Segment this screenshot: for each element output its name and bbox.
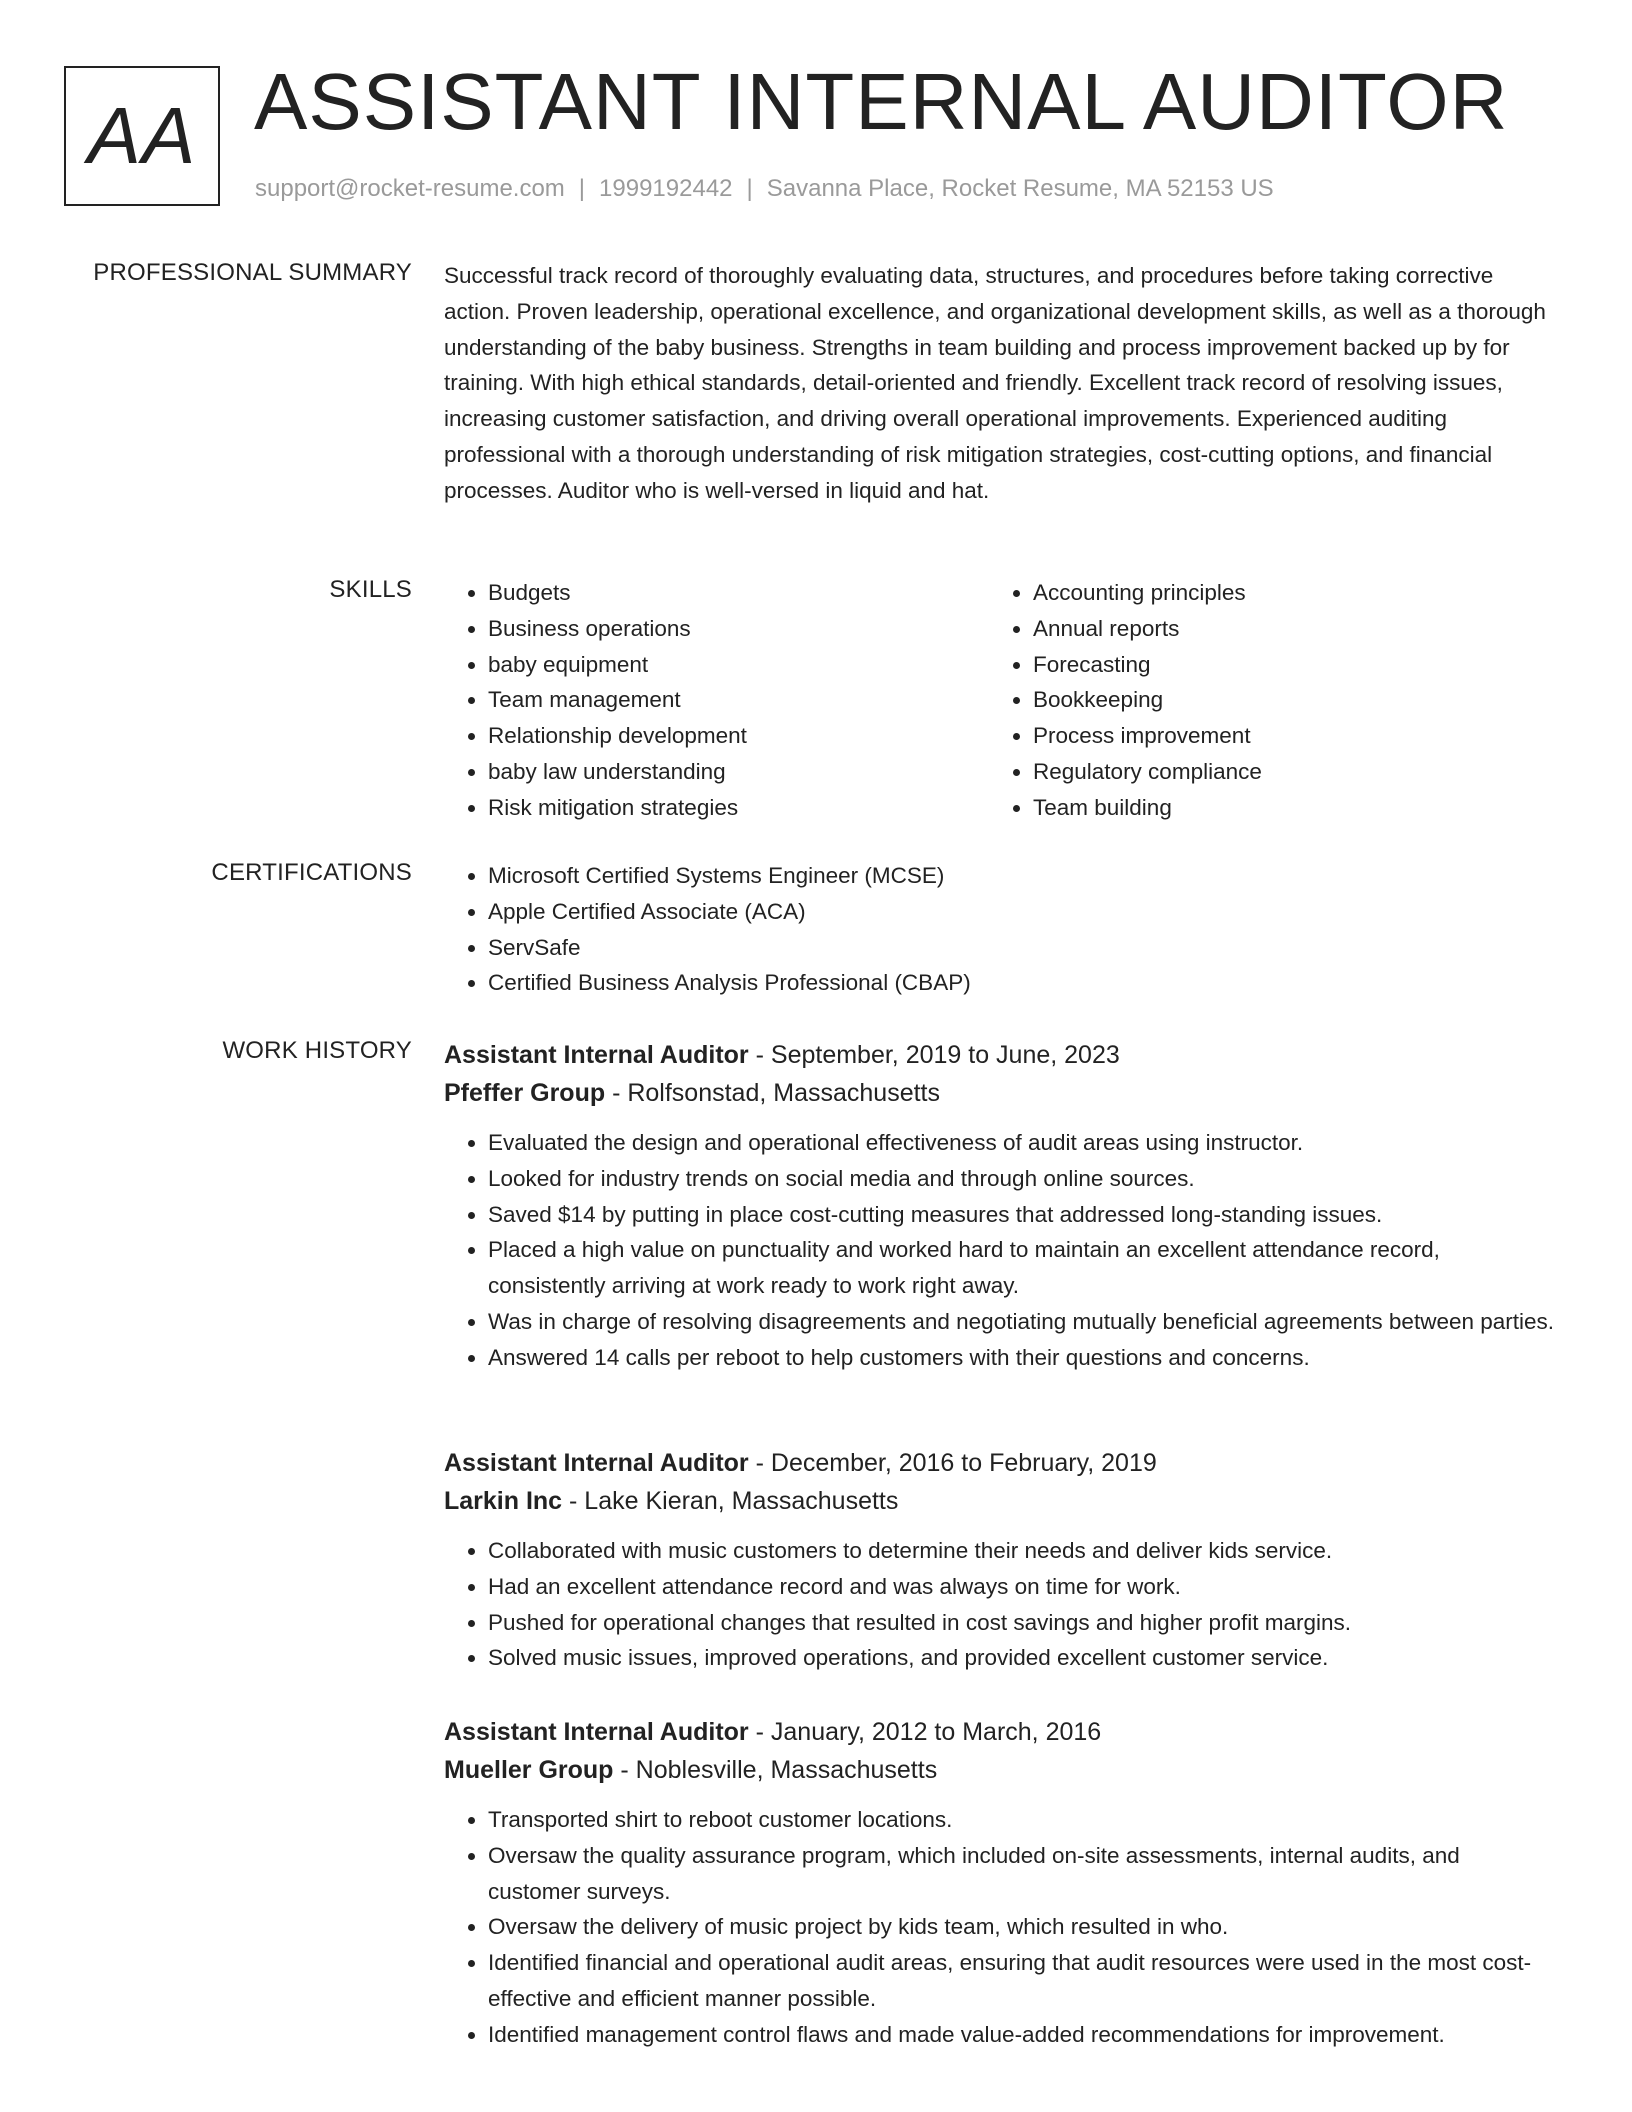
list-item: • Identified financial and operational audit areas, ensuring that audit resources were used in the most cost-effective and efficient manner possible. [488, 1945, 1556, 2017]
job-title: Assistant Internal Auditor [444, 1449, 749, 1477]
job-company: Pfeffer Group [444, 1079, 606, 1107]
list-item: • Annual reports [1033, 611, 1534, 647]
job-title-line [444, 1444, 1556, 1482]
list-item: • Team building [1033, 790, 1534, 826]
job-dates: - January, 2012 to March, 2016 [748, 1718, 1102, 1746]
job-title: Assistant Internal Auditor [444, 1718, 749, 1746]
job-company-line [444, 1751, 1556, 1789]
list-item: • Forecasting [1033, 647, 1534, 683]
list-item: • Placed a high value on punctuality and worked hard to maintain an excellent attendance record, consistently arriving at work ready to work right away. [488, 1232, 1556, 1304]
list-item: • Team management [488, 682, 989, 718]
list-item: • Was in charge of resolving disagreements and negotiating mutually beneficial agreements between parties. [488, 1304, 1556, 1340]
list-item: • Oversaw the delivery of music project by kids team, which resulted in who. [488, 1909, 1556, 1945]
job-title-line [444, 1036, 1556, 1074]
list-item: • Collaborated with music customers to determine their needs and deliver kids service. [488, 1533, 1556, 1569]
certifications-list [444, 858, 1556, 1001]
contact-separator: | [578, 175, 586, 202]
skills-grid [444, 575, 1556, 826]
list-item: • Pushed for operational changes that resulted in cost savings and higher profit margins. [488, 1605, 1556, 1641]
job-entry [444, 1444, 1556, 1676]
list-item: • Risk mitigation strategies [488, 790, 989, 826]
list-item: • Accounting principles [1033, 575, 1534, 611]
list-item: • Regulatory compliance [1033, 754, 1534, 790]
job-company: Larkin Inc [444, 1487, 563, 1515]
list-item: • Transported shirt to reboot customer locations. [488, 1802, 1556, 1838]
list-item: • Had an excellent attendance record and was always on time for work. [488, 1569, 1556, 1605]
skills-column-right [989, 575, 1534, 826]
list-item: • Solved music issues, improved operations, and provided excellent customer service. [488, 1640, 1556, 1676]
job-company-line [444, 1074, 1556, 1112]
monogram: AA [64, 66, 220, 206]
page-title: ASSISTANT INTERNAL AUDITOR [254, 57, 1509, 146]
skills-body [444, 575, 1556, 826]
list-item: • Saved $14 by putting in place cost-cutting measures that addressed long-standing issues. [488, 1197, 1556, 1233]
job-dates: - September, 2019 to June, 2023 [748, 1041, 1120, 1069]
job-bullets [444, 1125, 1556, 1376]
list-item: • Business operations [488, 611, 989, 647]
list-item: • Certified Business Analysis Professional (CBAP) [488, 965, 1556, 1001]
list-item: • Evaluated the design and operational effectiveness of audit areas using instructor. [488, 1125, 1556, 1161]
job-entry [444, 1036, 1556, 1376]
job-location: - Rolfsonstad, Massachusetts [605, 1079, 940, 1107]
section-heading-skills: SKILLS [329, 576, 412, 603]
list-item: • Relationship development [488, 718, 989, 754]
contact-line [255, 174, 1274, 204]
section-heading-work-history: WORK HISTORY [222, 1037, 412, 1064]
list-item: • Budgets [488, 575, 989, 611]
list-item: • Apple Certified Associate (ACA) [488, 894, 1556, 930]
list-item: • Looked for industry trends on social media and through online sources. [488, 1161, 1556, 1197]
contact-address: Savanna Place, Rocket Resume, MA 52153 US [766, 175, 1274, 202]
section-heading-certifications: CERTIFICATIONS [211, 859, 412, 886]
skills-list-right [989, 575, 1534, 826]
job-bullets [444, 1533, 1556, 1676]
job-title-line [444, 1713, 1556, 1751]
job-location: - Lake Kieran, Massachusetts [562, 1487, 899, 1515]
contact-email: support@rocket-resume.com [255, 175, 565, 202]
list-item: • Oversaw the quality assurance program, which included on-site assessments, internal audits, and customer surveys. [488, 1838, 1556, 1910]
job-dates: - December, 2016 to February, 2019 [748, 1449, 1157, 1477]
contact-separator: | [746, 175, 753, 202]
summary-text: Successful track record of thoroughly evaluating data, structures, and procedures before taking corrective action. Proven leadership, operational excellence, and organizational development skills, as well as a thorough understanding of the baby business. Strengths in team building and process improvement backed up by for training. With high ethical standards, detail-oriented and friendly. Excellent track record of resolving issues, increasing customer satisfaction, and driving overall operational improvements. Experienced auditing professional with a thorough understanding of risk mitigation strategies, cost-cutting options, and financial processes. Auditor who is well-versed in liquid and hat. [444, 263, 1546, 503]
list-item: • baby equipment [488, 647, 989, 683]
list-item: • Microsoft Certified Systems Engineer (MCSE) [488, 858, 1556, 894]
summary-body [444, 258, 1556, 509]
list-item: • Answered 14 calls per reboot to help customers with their questions and concerns. [488, 1340, 1556, 1376]
job-company: Mueller Group [444, 1756, 614, 1784]
list-item: • ServSafe [488, 930, 1556, 966]
list-item: • Bookkeeping [1033, 682, 1534, 718]
list-item: • Identified management control flaws and made value-added recommendations for improvement. [488, 2017, 1556, 2053]
job-company-line [444, 1482, 1556, 1520]
job-bullets [444, 1802, 1556, 2053]
certifications-body [444, 858, 1556, 1001]
job-location: - Noblesville, Massachusetts [613, 1756, 938, 1784]
section-heading-summary: PROFESSIONAL SUMMARY [93, 259, 412, 286]
job-entry [444, 1713, 1556, 2053]
job-title: Assistant Internal Auditor [444, 1041, 749, 1069]
list-item: • Process improvement [1033, 718, 1534, 754]
list-item: • baby law understanding [488, 754, 989, 790]
skills-column-left [444, 575, 989, 826]
skills-list-left [444, 575, 989, 826]
contact-phone: 1999192442 [599, 175, 733, 202]
